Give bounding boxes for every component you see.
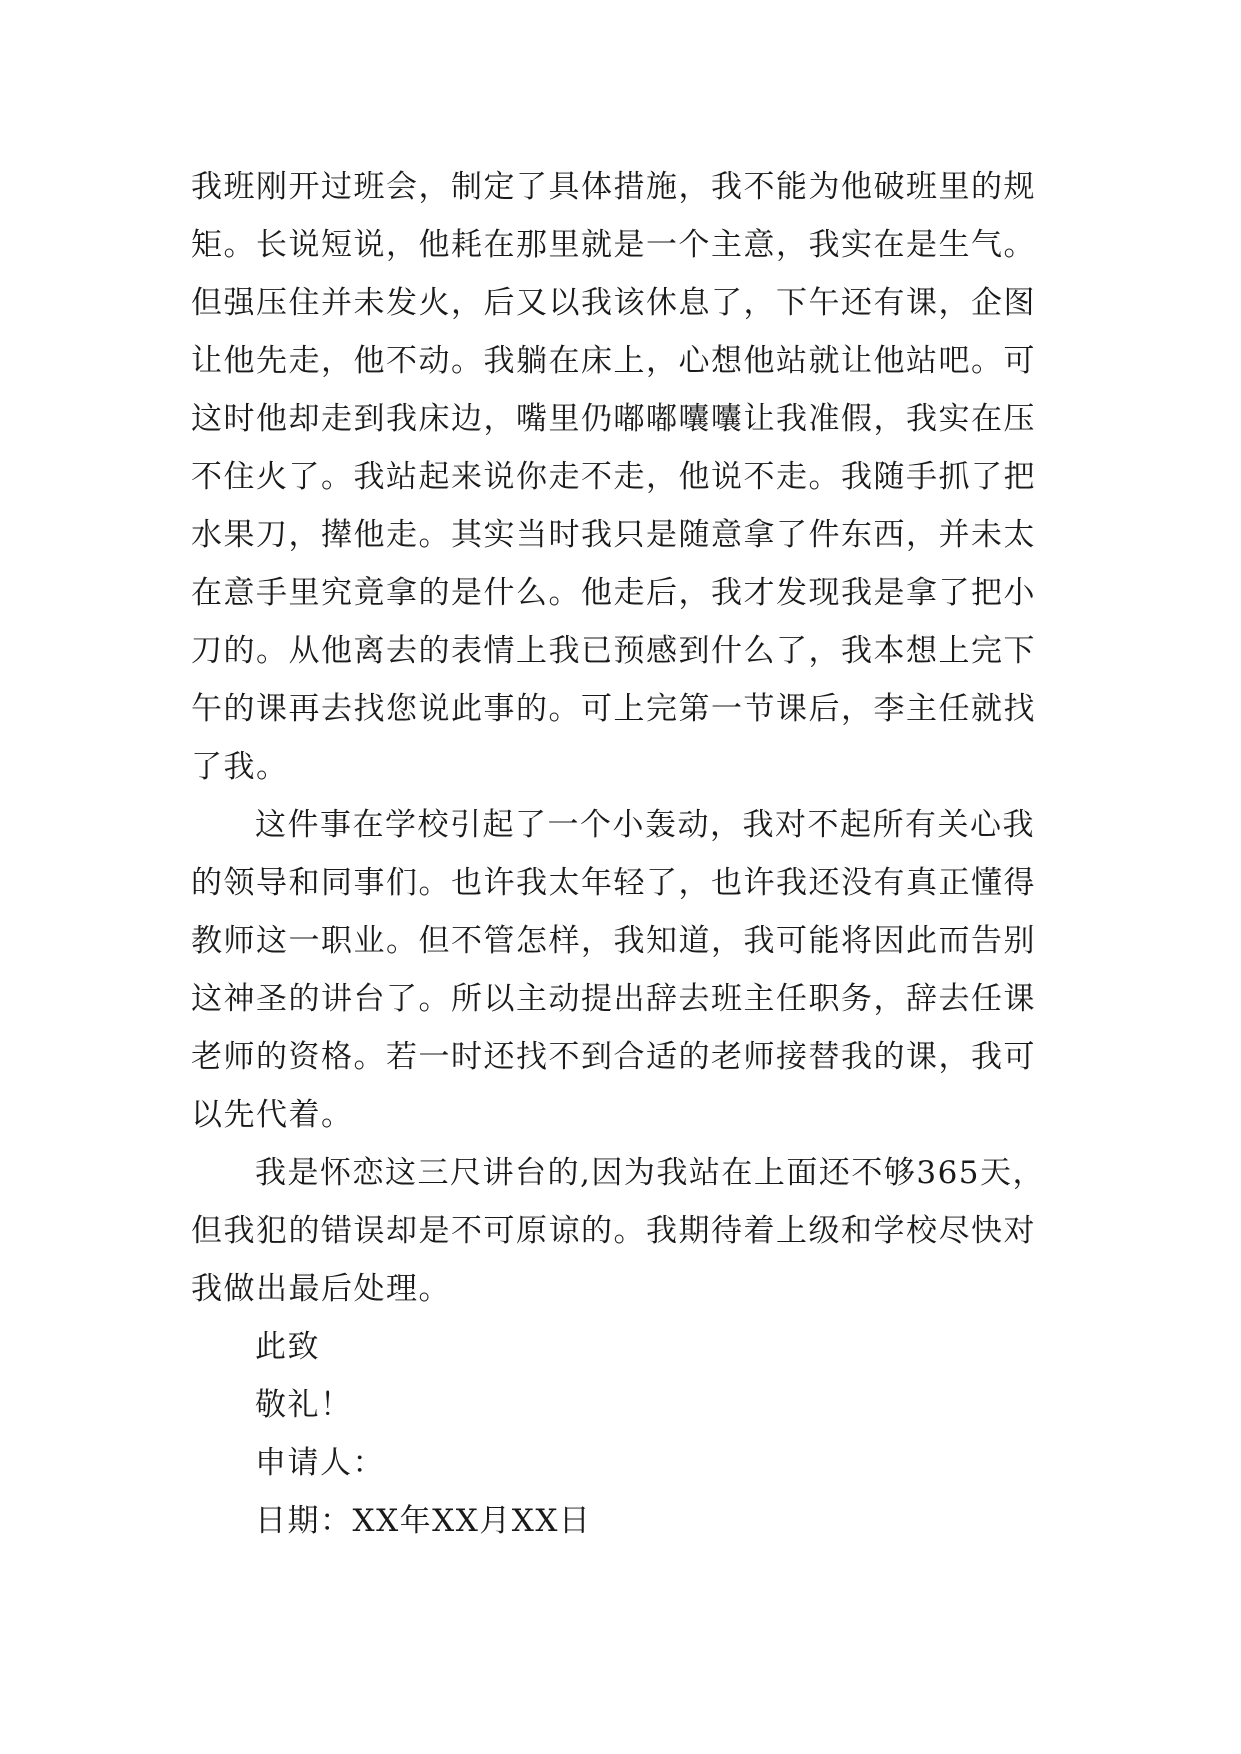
text-line: 我做出最后处理。 [191,1271,451,1307]
salute-phrase: 敬礼！ [255,1387,353,1423]
text-line: 这神圣的讲台了。所以主动提出辞去班主任职务，辞去任课 [191,981,1036,1017]
text-line: 让他先走，他不动。我躺在床上，心想他站就让他站吧。可 [191,343,1036,379]
paragraph-3 [191,1144,1071,1318]
text-line: 的领导和同事们。也许我太年轻了，也许我还没有真正懂得 [191,865,1036,901]
text-line: 这件事在学校引起了一个小轰动，我对不起所有关心我 [255,807,1035,843]
closing-phrase: 此致 [255,1329,320,1365]
text-line: 矩。长说短说，他耗在那里就是一个主意，我实在是生气。 [191,227,1036,263]
text-line: 教师这一职业。但不管怎样，我知道，我可能将因此而告别 [191,923,1036,959]
text-line: 我是怀恋这三尺讲台的,因为我站在上面还不够365天， [255,1155,1046,1191]
letter-body [191,158,1071,1550]
text-line: 了我。 [191,749,289,785]
paragraph-1 [191,158,1071,796]
text-line: 老师的资格。若一时还找不到合适的老师接替我的课，我可 [191,1039,1036,1075]
text-line: 不住火了。我站起来说你走不走，他说不走。我随手抓了把 [191,459,1036,495]
text-line: 但我犯的错误却是不可原谅的。我期待着上级和学校尽快对 [191,1213,1036,1249]
applicant-label: 申请人： [255,1445,385,1481]
text-line: 水果刀，撵他走。其实当时我只是随意拿了件东西，并未太 [191,517,1036,553]
text-line: 午的课再去找您说此事的。可上完第一节课后，李主任就找 [191,691,1036,727]
text-line: 在意手里究竟拿的是什么。他走后，我才发现我是拿了把小 [191,575,1036,611]
text-line: 以先代着。 [191,1097,354,1133]
paragraph-2 [191,796,1071,1144]
date-line: 日期：XX年XX月XX日 [255,1503,592,1539]
text-line: 我班刚开过班会，制定了具体措施，我不能为他破班里的规 [191,169,1036,205]
text-line: 但强压住并未发火，后又以我该休息了，下午还有课，企图 [191,285,1036,321]
text-line: 这时他却走到我床边，嘴里仍嘟嘟囔囔让我准假，我实在压 [191,401,1036,437]
text-line: 刀的。从他离去的表情上我已预感到什么了，我本想上完下 [191,633,1036,669]
